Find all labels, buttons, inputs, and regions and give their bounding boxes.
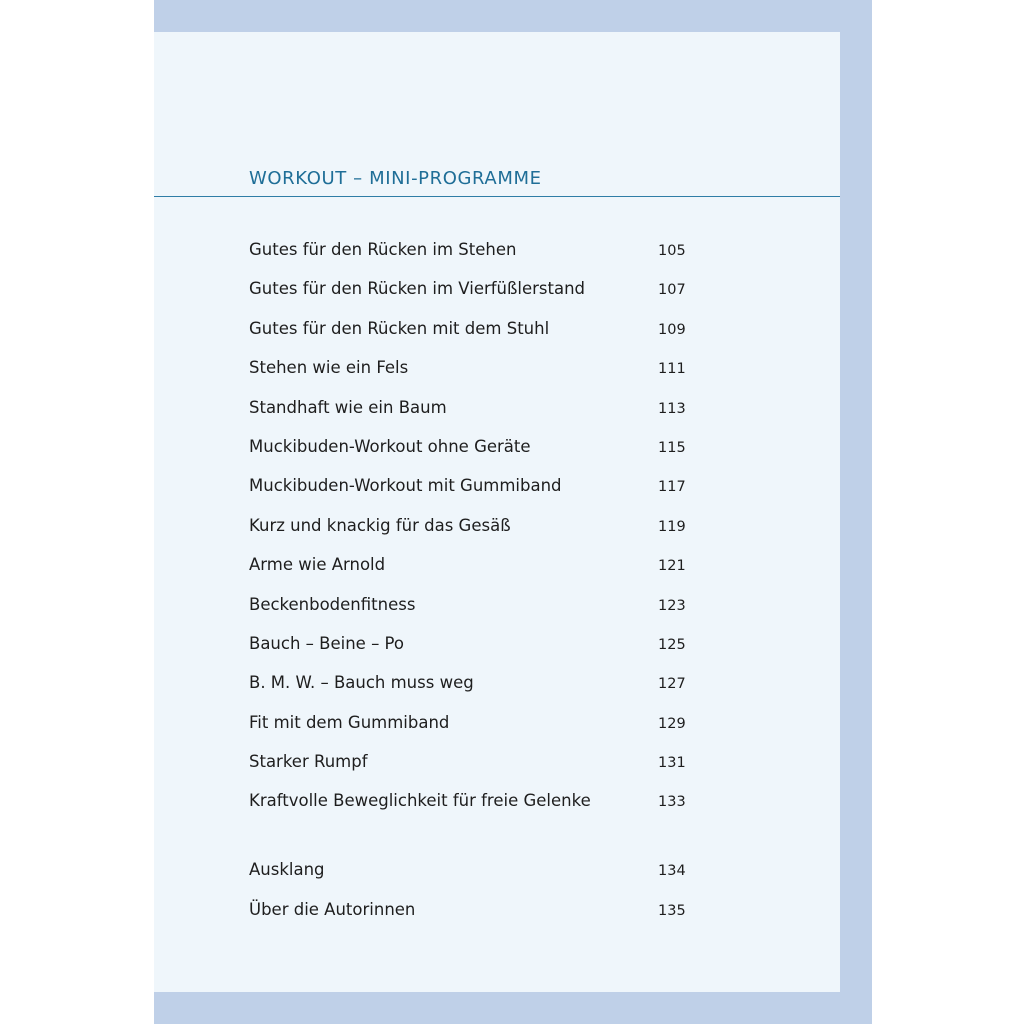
toc-entry-page: 123 bbox=[658, 597, 686, 614]
section-title: WORKOUT – MINI-PROGRAMME bbox=[249, 168, 542, 189]
toc-entry bbox=[249, 595, 689, 634]
book-page bbox=[154, 32, 840, 992]
toc-entry-title: Starker Rumpf bbox=[249, 752, 368, 772]
toc-entry bbox=[249, 791, 689, 830]
toc-entry-page: 115 bbox=[658, 439, 686, 456]
toc-entry-title: Beckenbodenfitness bbox=[249, 594, 416, 614]
toc-entry-title: Gutes für den Rücken im Vierfüßlerstand bbox=[249, 279, 586, 299]
toc-entry-title: Muckibuden-Workout ohne Geräte bbox=[249, 436, 531, 456]
toc-entry-page: 134 bbox=[658, 863, 686, 880]
toc-entry-page: 109 bbox=[658, 321, 686, 338]
section-title-rule bbox=[154, 196, 840, 197]
toc-entry-page: 127 bbox=[658, 676, 686, 693]
toc-entry-title: Kraftvolle Beweglichkeit für freie Gelenke bbox=[249, 791, 591, 811]
toc-entry bbox=[249, 673, 689, 712]
toc-entry-page: 125 bbox=[658, 636, 686, 653]
toc-entry bbox=[249, 358, 689, 397]
toc-entry-autorinnen bbox=[249, 900, 689, 939]
toc-entry-page: 113 bbox=[658, 400, 686, 417]
toc-entry-page: 117 bbox=[658, 479, 686, 496]
toc-entry-title: Bauch – Beine – Po bbox=[249, 633, 405, 653]
toc-entry bbox=[249, 437, 689, 476]
toc-entry-page: 121 bbox=[658, 558, 686, 575]
toc-entry bbox=[249, 634, 689, 673]
toc-entry-page: 129 bbox=[658, 715, 686, 732]
toc-entry-title: Ausklang bbox=[249, 860, 325, 880]
toc-entry-title: Über die Autorinnen bbox=[249, 899, 416, 919]
toc-entry-title: Standhaft wie ein Baum bbox=[249, 397, 447, 417]
toc-entry bbox=[249, 752, 689, 791]
toc-entry bbox=[249, 398, 689, 437]
toc-entry bbox=[249, 240, 689, 279]
toc-entry-title: Kurz und knackig für das Gesäß bbox=[249, 515, 511, 535]
toc-entry-ausklang bbox=[249, 860, 689, 899]
toc-entry-title: Gutes für den Rücken mit dem Stuhl bbox=[249, 318, 550, 338]
toc-entry-page: 133 bbox=[658, 794, 686, 811]
toc-entry bbox=[249, 516, 689, 555]
table-of-contents bbox=[249, 240, 689, 939]
toc-entry-page: 119 bbox=[658, 518, 686, 535]
toc-entry bbox=[249, 713, 689, 752]
toc-entry-page: 111 bbox=[658, 361, 686, 378]
toc-entry-page: 135 bbox=[658, 902, 686, 919]
toc-entry-title: Fit mit dem Gummiband bbox=[249, 712, 450, 732]
toc-entry-page: 107 bbox=[658, 282, 686, 299]
toc-entry bbox=[249, 279, 689, 318]
toc-entry-title: B. M. W. – Bauch muss weg bbox=[249, 673, 474, 693]
toc-entry-page: 105 bbox=[658, 243, 686, 259]
toc-entry-title: Arme wie Arnold bbox=[249, 555, 386, 575]
toc-entry-page: 131 bbox=[658, 755, 686, 772]
toc-entry bbox=[249, 555, 689, 594]
toc-entry-title: Muckibuden-Workout mit Gummiband bbox=[249, 476, 562, 496]
toc-entry-title: Stehen wie ein Fels bbox=[249, 358, 409, 378]
toc-entry-title: Gutes für den Rücken im Stehen bbox=[249, 240, 517, 259]
toc-entry bbox=[249, 476, 689, 515]
toc-entry bbox=[249, 319, 689, 358]
